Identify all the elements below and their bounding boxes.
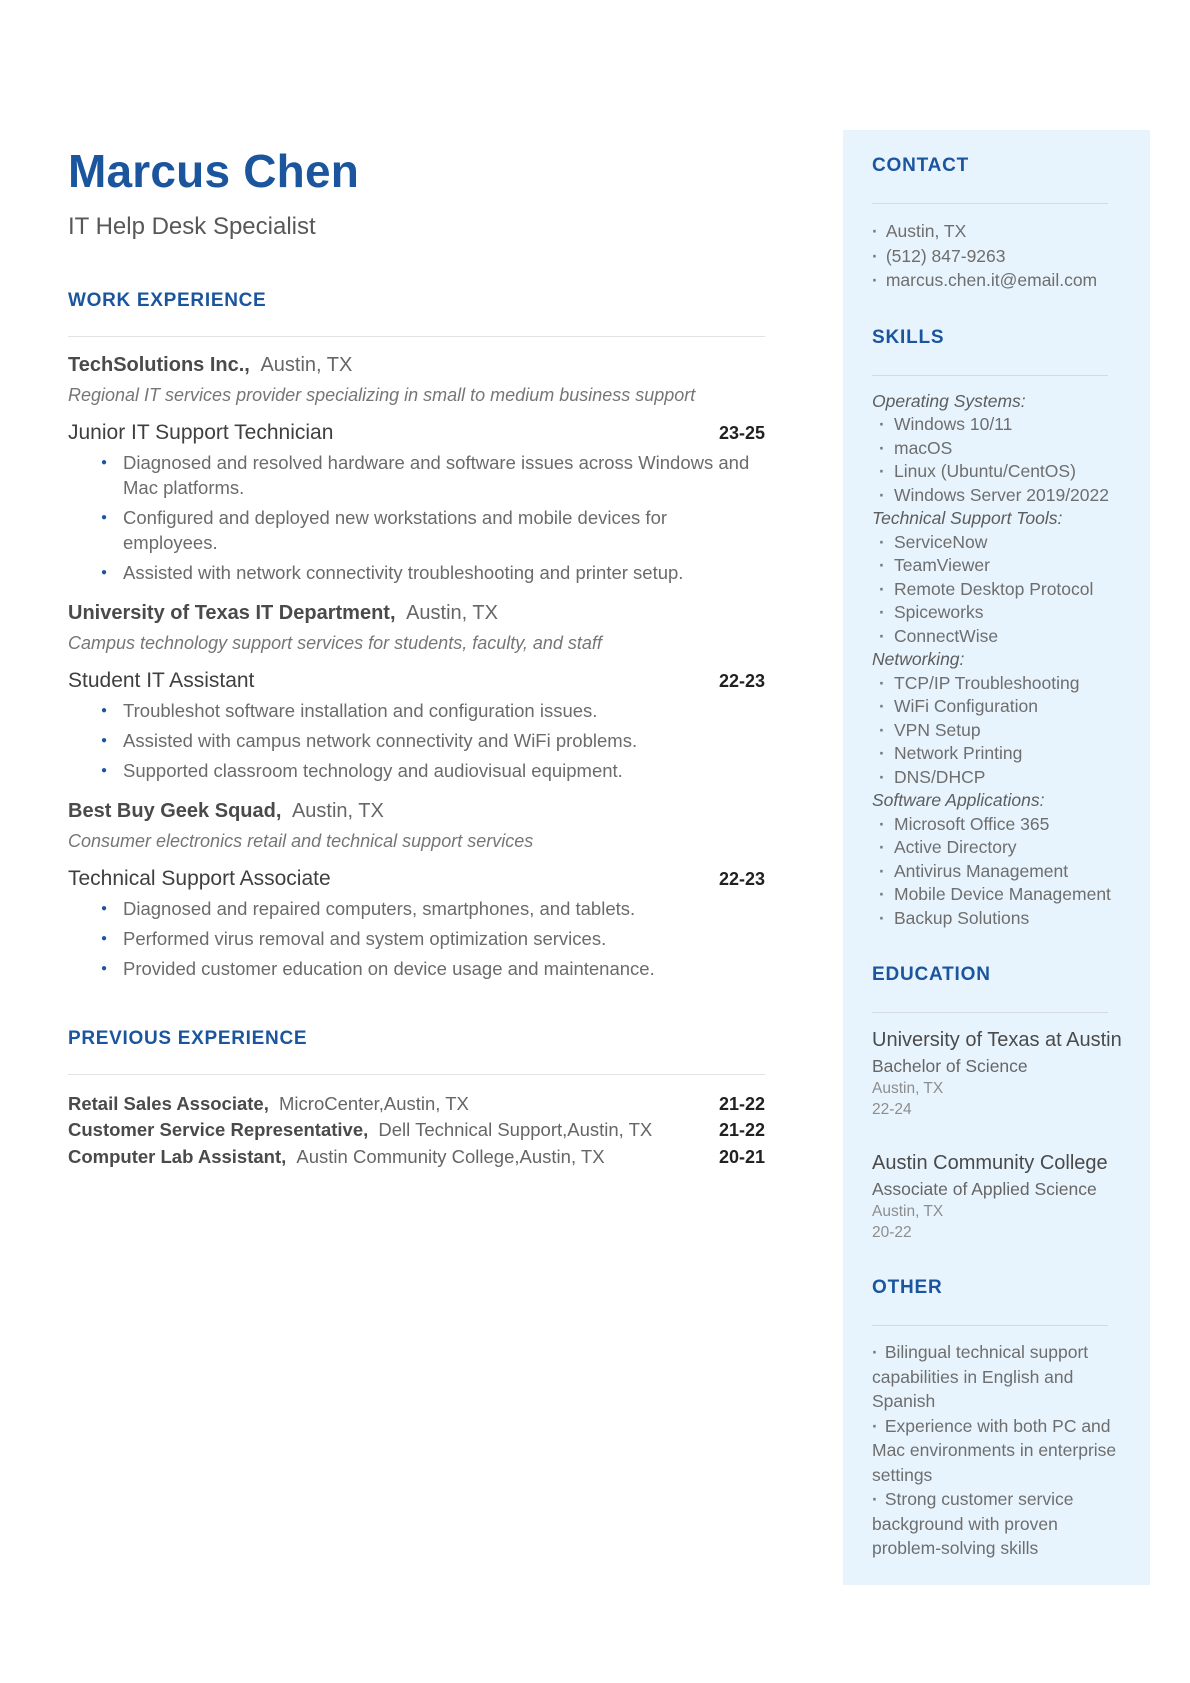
company-line (68, 798, 765, 824)
divider (872, 1325, 1108, 1326)
previous-role-row (68, 1091, 765, 1118)
main-column (68, 146, 765, 1170)
company-location: Austin, TX (260, 353, 353, 376)
skill-group-label: Technical Support Tools: (872, 508, 1063, 528)
previous-role-title: Retail Sales Associate, (68, 1092, 269, 1114)
previous-experience-list (68, 1091, 765, 1171)
previous-role-title: Customer Service Representative, (68, 1119, 369, 1141)
skill-item: · macOS (872, 437, 1124, 461)
previous-role-line (68, 1144, 605, 1170)
skill-group-items (872, 413, 1124, 507)
bullet-item: ● Provided customer education on device usage and maintenance. (68, 956, 765, 981)
company-line (68, 600, 765, 626)
role-bullet-list (68, 450, 765, 585)
previous-role-org: Austin Community College,Austin, TX (296, 1145, 605, 1167)
company-description: Consumer electronics retail and technical support services (68, 830, 534, 851)
divider (872, 375, 1108, 376)
skill-item: · Mobile Device Management (872, 883, 1124, 907)
skills-heading: SKILLS (872, 326, 945, 348)
skill-group-label: Software Applications: (872, 790, 1045, 810)
bullet-item: ● Configured and deployed new workstations and mobile devices for employees. (68, 505, 765, 555)
role-row (68, 865, 765, 892)
job-entry (68, 798, 765, 981)
previous-role-dates: 20-21 (718, 1146, 765, 1167)
previous-role-title: Computer Lab Assistant, (68, 1145, 287, 1167)
skills-list (872, 390, 1124, 931)
company-description: Regional IT services provider specializing in small to medium business support (68, 384, 696, 405)
other-item: · Strong customer service background with proven problem-solving skills (872, 1487, 1124, 1561)
skill-item: · Windows Server 2019/2022 (872, 484, 1124, 508)
skill-item: · Microsoft Office 365 (872, 813, 1124, 837)
skill-item: · Antivirus Management (872, 860, 1124, 884)
role-title: Junior IT Support Technician (68, 420, 334, 444)
divider (872, 1012, 1108, 1013)
previous-role-line (68, 1091, 469, 1117)
previous-role-org: Dell Technical Support,Austin, TX (378, 1119, 653, 1141)
contact-list (872, 219, 1124, 293)
company-name: Best Buy Geek Squad, (68, 799, 282, 822)
school-degree: Bachelor of Science (872, 1056, 1028, 1076)
skill-item: · Linux (Ubuntu/CentOS) (872, 460, 1124, 484)
skill-item: · ConnectWise (872, 625, 1124, 649)
company-location: Austin, TX (291, 799, 384, 822)
page-title: Marcus Chen (68, 145, 360, 197)
skill-item: · Remote Desktop Protocol (872, 578, 1124, 602)
role-title: Student IT Assistant (68, 668, 255, 692)
school-name: University of Texas at Austin (872, 1029, 1122, 1051)
job-entry (68, 600, 765, 783)
skill-item: · ServiceNow (872, 531, 1124, 555)
company-description: Campus technology support services for students, faculty, and staff (68, 632, 602, 653)
school-name: Austin Community College (872, 1152, 1108, 1174)
contact-item-phone: · (512) 847-9263 (872, 244, 1124, 269)
divider (872, 203, 1108, 204)
skill-group-items (872, 531, 1124, 649)
company-line (68, 352, 765, 378)
school-dates: 22-24 (872, 1101, 912, 1118)
contact-section (872, 155, 1124, 293)
skill-item: · Spiceworks (872, 601, 1124, 625)
other-list (872, 1340, 1124, 1561)
role-bullet-list (68, 896, 765, 981)
education-list (872, 1028, 1124, 1243)
sidebar (843, 130, 1150, 1585)
school-degree: Associate of Applied Science (872, 1179, 1097, 1199)
skill-item: · Network Printing (872, 742, 1124, 766)
skill-item: · DNS/DHCP (872, 766, 1124, 790)
education-section (872, 964, 1124, 1243)
role-row (68, 419, 765, 446)
skill-item: · Backup Solutions (872, 907, 1124, 931)
skills-section (872, 327, 1124, 931)
bullet-item: ● Supported classroom technology and audiovisual equipment. (68, 758, 765, 783)
education-heading: EDUCATION (872, 964, 991, 985)
other-heading: OTHER (872, 1277, 943, 1298)
role-dates: 22-23 (718, 670, 765, 691)
skill-item: · WiFi Configuration (872, 695, 1124, 719)
company-location: Austin, TX (406, 601, 498, 624)
bullet-item: ● Performed virus removal and system optimization services. (68, 926, 765, 951)
company-name: TechSolutions Inc., (68, 353, 250, 376)
previous-role-dates: 21-22 (718, 1093, 765, 1114)
role-row (68, 667, 765, 694)
previous-role-row (68, 1144, 765, 1171)
previous-role-line (68, 1117, 652, 1143)
previous-role-org: MicroCenter,Austin, TX (279, 1092, 469, 1114)
company-name: University of Texas IT Department, (68, 601, 396, 624)
other-item: · Bilingual technical support capabilities in English and Spanish (872, 1340, 1124, 1414)
role-dates: 23-25 (718, 422, 765, 443)
other-item: · Experience with both PC and Mac environments in enterprise settings (872, 1414, 1124, 1488)
divider (68, 336, 765, 337)
previous-role-dates: 21-22 (718, 1120, 765, 1141)
skill-group-label: Networking: (872, 649, 965, 669)
bullet-item: ● Troubleshot software installation and configuration issues. (68, 698, 765, 723)
role-dates: 22-23 (718, 868, 765, 889)
skill-item: · TCP/IP Troubleshooting (872, 672, 1124, 696)
contact-heading: CONTACT (872, 155, 970, 176)
work-experience-heading: WORK EXPERIENCE (68, 289, 267, 311)
skill-item: · TeamViewer (872, 554, 1124, 578)
job-entry (68, 352, 765, 585)
bullet-item: ● Assisted with network connectivity troubleshooting and printer setup. (68, 560, 765, 585)
school-dates: 20-22 (872, 1224, 912, 1241)
other-section (872, 1277, 1124, 1561)
school-entry (872, 1151, 1124, 1243)
bullet-item: ● Diagnosed and repaired computers, smartphones, and tablets. (68, 896, 765, 921)
skill-group-label: Operating Systems: (872, 390, 1026, 411)
bullet-item: ● Diagnosed and resolved hardware and software issues across Windows and Mac platforms. (68, 450, 765, 500)
previous-experience-heading: PREVIOUS EXPERIENCE (68, 1027, 308, 1049)
contact-item-location: · Austin, TX (872, 219, 1124, 244)
skill-item: · Windows 10/11 (872, 413, 1124, 437)
skill-group-items (872, 672, 1124, 790)
job-subtitle: IT Help Desk Specialist (68, 212, 316, 240)
role-bullet-list (68, 698, 765, 783)
contact-item-email: · marcus.chen.it@email.com (872, 268, 1124, 293)
skill-item: · VPN Setup (872, 719, 1124, 743)
school-location: Austin, TX (872, 1203, 944, 1220)
school-location: Austin, TX (872, 1080, 944, 1097)
school-entry (872, 1028, 1124, 1120)
skill-group-items (872, 813, 1124, 931)
previous-role-row (68, 1117, 765, 1144)
skill-item: · Active Directory (872, 836, 1124, 860)
divider (68, 1074, 765, 1075)
role-title: Technical Support Associate (68, 866, 331, 890)
bullet-item: ● Assisted with campus network connectivity and WiFi problems. (68, 728, 765, 753)
